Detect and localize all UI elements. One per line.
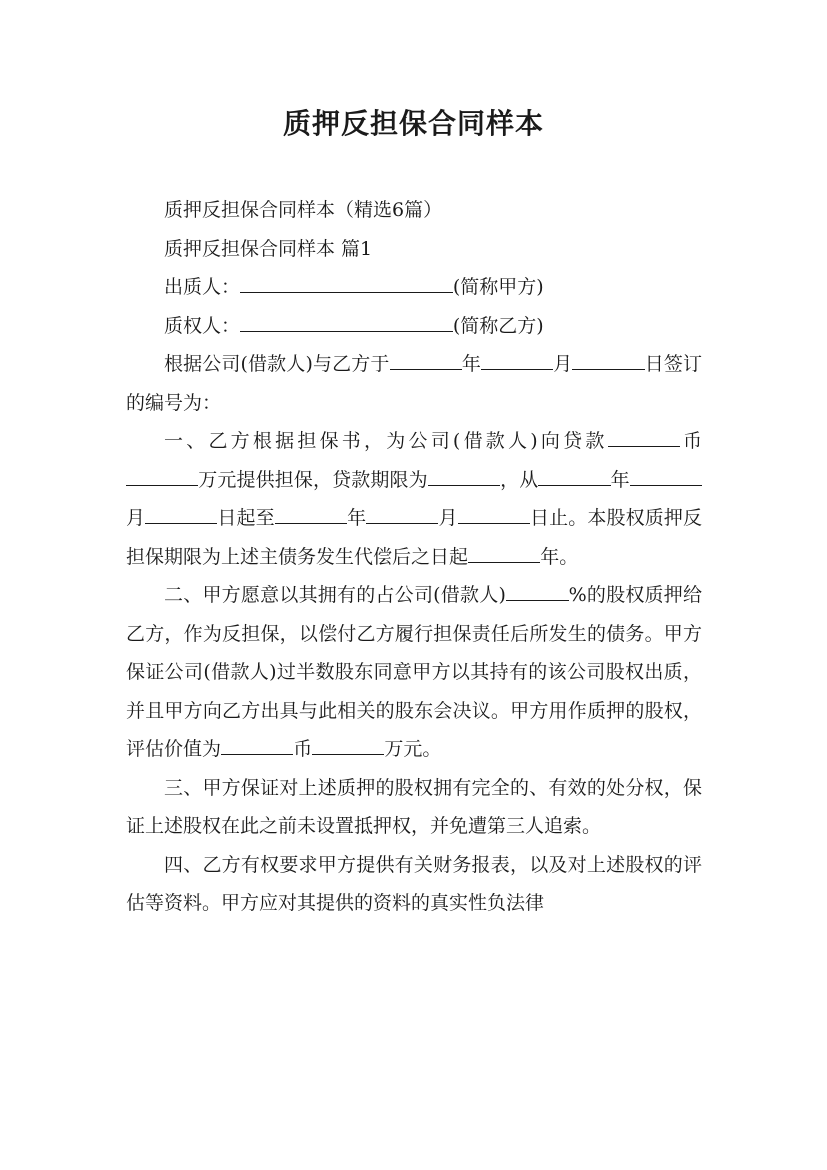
- pledgee-line: [126, 307, 702, 346]
- blank: [572, 349, 644, 370]
- clause1-text-9: 月: [438, 507, 458, 529]
- intro-text-3: 月: [553, 353, 573, 375]
- blank: [458, 503, 530, 524]
- pledgee-blank: [240, 311, 453, 332]
- blank: [366, 503, 438, 524]
- blank: [312, 734, 384, 755]
- document-title: 质押反担保合同样本: [282, 107, 544, 140]
- clause-3: 三、甲方保证对上述质押的股权拥有完全的、有效的处分权，保证上述股权在此之前未设置抵押权，并免遭第三人追索。: [126, 776, 702, 837]
- blank: [481, 349, 553, 370]
- pledgor-line: [126, 268, 702, 307]
- clause1-text-11: 年。: [540, 545, 579, 568]
- clause1-text-8: 年: [346, 507, 367, 529]
- blank: [608, 426, 680, 447]
- blank: [145, 503, 217, 524]
- blank: [468, 542, 540, 563]
- pledgor-suffix: (简称甲方): [452, 276, 544, 298]
- clause2-text-3: 币: [293, 738, 313, 760]
- intro-paragraph: [126, 345, 702, 422]
- document-body: [126, 191, 702, 923]
- section-heading: 质押反担保合同样本 篇1: [164, 237, 373, 260]
- clause1-text-5: 年: [610, 468, 630, 491]
- clause-4: 四、乙方有权要求甲方提供有关财务报表，以及对上述股权的评估等资料。甲方应对其提供的资料的真实性负法律: [126, 853, 702, 914]
- clause1-text-2: 币: [679, 430, 702, 452]
- clause1-text-6: 月: [126, 507, 146, 529]
- blank: [275, 503, 347, 524]
- clause1-text-1: 一、乙方根据担保书，为公司(借款人)向贷款: [164, 430, 608, 452]
- clause-1: [126, 422, 702, 576]
- intro-text-4: 日签订的编号为：: [126, 353, 702, 414]
- pledgee-label: 质权人：: [164, 314, 241, 337]
- blank: [630, 465, 702, 486]
- clause1-text-10: 日止。本股权质押反担保期限为上述主债务发生代偿后之日起: [126, 507, 702, 568]
- blank: [126, 465, 198, 486]
- clause1-text-3: 万元提供担保，贷款期限为: [198, 468, 428, 491]
- pledgor-label: 出质人：: [164, 276, 241, 298]
- blank: [506, 580, 569, 601]
- clause1-text-7: 日起至: [217, 507, 275, 529]
- clause2-text-2: %的股权质押给乙方，作为反担保，以偿付乙方履行担保责任后所发生的债务。甲方保证公司(借款人)过半数股东同意甲方以其持有的该公司股权出质，并且甲方向乙方出具与此相关的股东会决议。甲方用作质押的股权，评估价值为: [126, 584, 703, 760]
- blank: [390, 349, 462, 370]
- clause1-text-4: ，从: [499, 468, 539, 491]
- clause2-text-4: 万元。: [384, 738, 442, 760]
- document-subtitle: 质押反担保合同样本（精选6篇）: [164, 199, 443, 221]
- blank: [428, 465, 500, 486]
- clause2-text-1: 二、甲方愿意以其拥有的占公司(借款人): [164, 584, 506, 606]
- blank: [221, 734, 293, 755]
- clause-2: [126, 576, 702, 769]
- blank: [538, 465, 610, 486]
- intro-text-1: 根据公司(借款人)与乙方于: [164, 353, 390, 375]
- intro-text-2: 年: [461, 353, 481, 375]
- pledgor-blank: [240, 272, 453, 293]
- pledgee-suffix: (简称乙方): [452, 314, 544, 337]
